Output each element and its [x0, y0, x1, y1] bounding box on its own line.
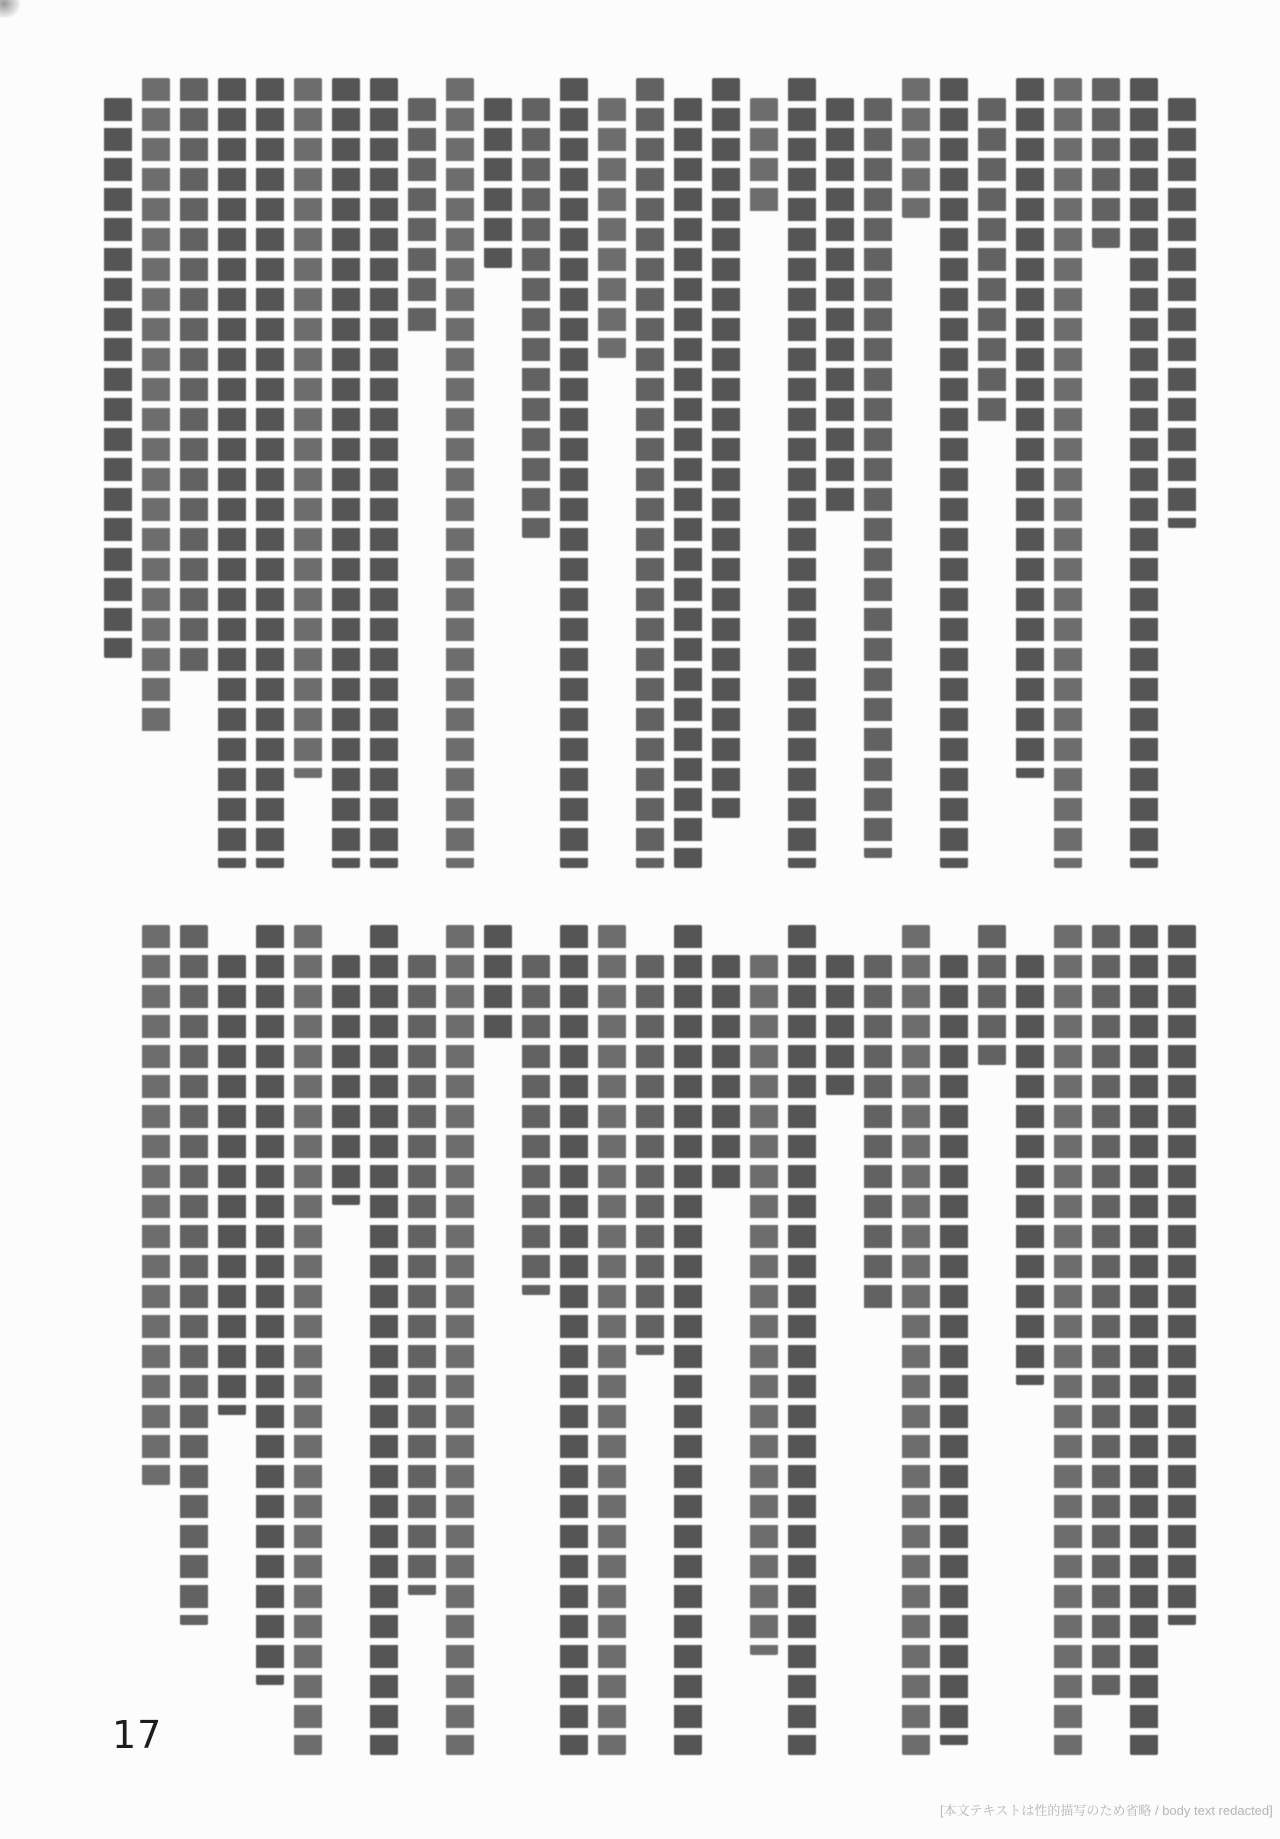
- redacted-text-column: [902, 925, 930, 1755]
- redacted-text-column: [750, 98, 778, 218]
- redacted-text-column: [142, 925, 170, 1485]
- redacted-text-column: [1016, 955, 1044, 1385]
- redacted-text-column: [104, 98, 132, 658]
- redacted-text-column: [484, 925, 512, 1045]
- redacted-text-column: [750, 955, 778, 1655]
- scan-smudge-artifact: [0, 0, 20, 18]
- redacted-text-column: [446, 78, 474, 868]
- redacted-text-column: [522, 98, 550, 538]
- redacted-text-column: [712, 78, 740, 818]
- redacted-text-column: [1092, 925, 1120, 1695]
- redacted-text-column: [142, 78, 170, 738]
- text-band-bottom: [132, 925, 1196, 1755]
- redacted-text-column: [218, 78, 246, 868]
- redacted-text-column: [940, 955, 968, 1745]
- redacted-text-column: [256, 925, 284, 1685]
- redacted-text-column: [864, 955, 892, 1315]
- redacted-text-column: [332, 78, 360, 868]
- redacted-text-column: [1168, 98, 1196, 528]
- redacted-text-column: [598, 925, 626, 1755]
- redacted-text-column: [1054, 78, 1082, 868]
- redacted-text-column: [864, 98, 892, 858]
- redacted-text-column: [978, 98, 1006, 428]
- redacted-text-column: [256, 78, 284, 868]
- redaction-note: [本文テキストは性的描写のため省略 / body text redacted]: [940, 1803, 1273, 1818]
- redacted-text-column: [902, 78, 930, 218]
- redacted-text-column: [826, 955, 854, 1095]
- redacted-text-column: [788, 78, 816, 868]
- redacted-text-column: [674, 925, 702, 1755]
- redacted-text-column: [1130, 78, 1158, 868]
- redacted-text-column: [1168, 925, 1196, 1625]
- redacted-text-column: [674, 98, 702, 868]
- redacted-text-column: [294, 925, 322, 1755]
- redacted-text-column: [636, 955, 664, 1355]
- redacted-text-column: [978, 925, 1006, 1065]
- redacted-text-column: [446, 925, 474, 1755]
- redacted-text-column: [1016, 78, 1044, 778]
- redacted-text-column: [712, 955, 740, 1195]
- redacted-text-column: [484, 98, 512, 268]
- redacted-text-column: [218, 955, 246, 1415]
- redacted-text-column: [560, 925, 588, 1755]
- redacted-text-column: [1130, 925, 1158, 1755]
- redacted-text-column: [788, 925, 816, 1755]
- redacted-text-column: [332, 955, 360, 1205]
- redacted-text-column: [370, 925, 398, 1755]
- redacted-text-column: [370, 78, 398, 868]
- page-number: 17: [112, 1713, 163, 1757]
- redacted-text-column: [408, 98, 436, 338]
- redacted-text-column: [598, 98, 626, 358]
- redacted-text-column: [826, 98, 854, 518]
- redacted-text-column: [636, 78, 664, 868]
- text-band-top: [94, 78, 1196, 868]
- redacted-text-column: [560, 78, 588, 868]
- redacted-text-column: [294, 78, 322, 778]
- redacted-text-column: [408, 955, 436, 1595]
- redacted-text-column: [180, 925, 208, 1625]
- redacted-text-column: [180, 78, 208, 678]
- redacted-text-column: [1092, 78, 1120, 248]
- redacted-text-column: [1054, 925, 1082, 1755]
- redacted-text-column: [940, 78, 968, 868]
- redacted-text-column: [522, 955, 550, 1295]
